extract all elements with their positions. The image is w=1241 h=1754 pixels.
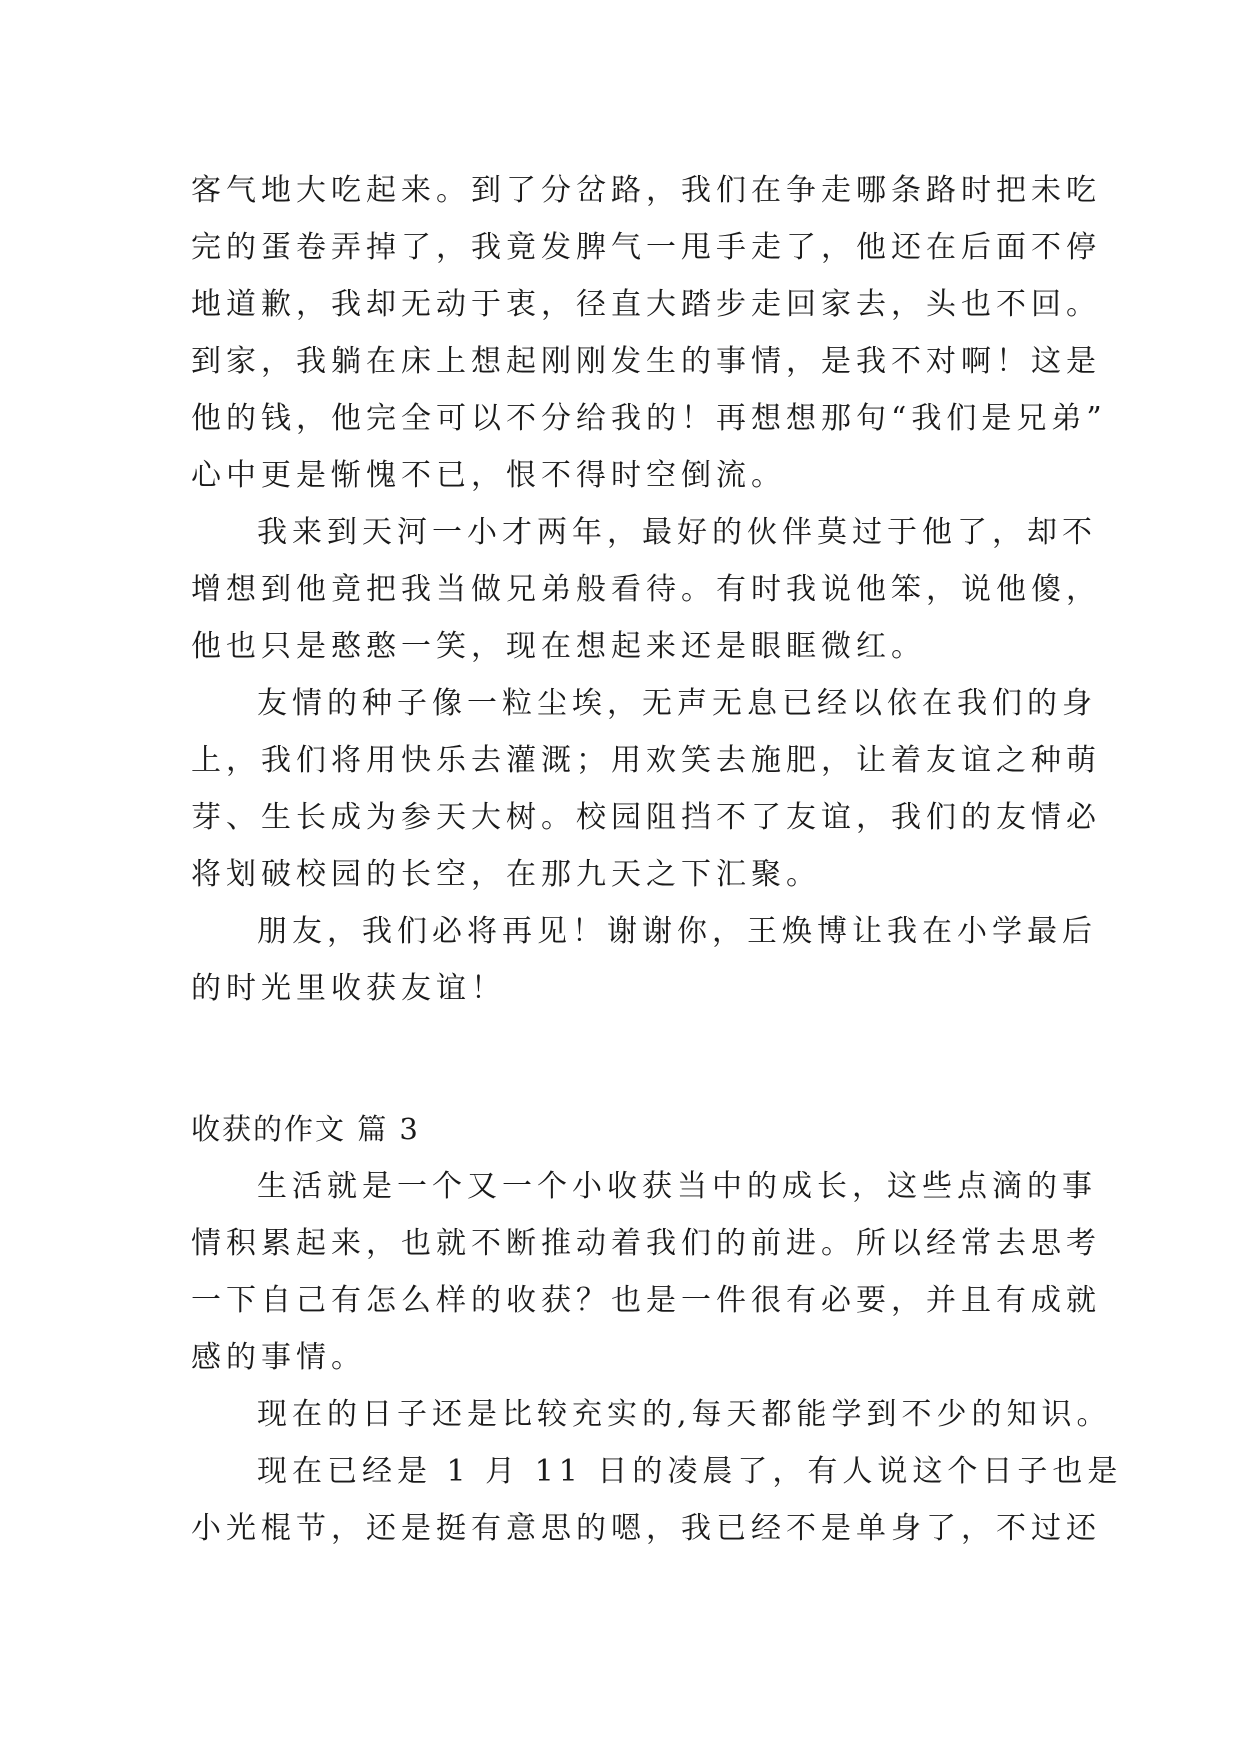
text-line: 完的蛋卷弄掉了，我竟发脾气一甩手走了，他还在后面不停 xyxy=(191,230,1101,265)
text-line: 心中更是惭愧不已，恨不得时空倒流。 xyxy=(191,458,786,493)
text-line: 一下自己有怎么样的收获？也是一件很有必要，并且有成就 xyxy=(191,1283,1101,1318)
paragraph-start-line: 朋友，我们必将再见！谢谢你，王焕博让我在小学最后 xyxy=(257,914,1097,949)
text-line: 感的事情。 xyxy=(191,1340,366,1375)
text-line: 的时光里收获友谊！ xyxy=(191,971,506,1006)
text-line: 客气地大吃起来。到了分岔路，我们在争走哪条路时把未吃 xyxy=(191,173,1101,208)
essay-section-2 xyxy=(191,1158,1123,1557)
text-line: 将划破校园的长空，在那九天之下汇聚。 xyxy=(191,857,821,892)
paragraph-start-line: 我来到天河一小才两年，最好的伙伴莫过于他了，却不 xyxy=(257,515,1097,550)
paragraph-start-line: 现在的日子还是比较充实的,每天都能学到不少的知识。 xyxy=(257,1397,1112,1432)
text-line: 上，我们将用快乐去灌溉；用欢笑去施肥，让着友谊之种萌 xyxy=(191,743,1101,778)
text-line: 他的钱，他完全可以不分给我的！再想想那句“我们是兄弟” xyxy=(191,401,1107,436)
text-line: 小光棍节，还是挺有意思的嗯，我已经不是单身了，不过还 xyxy=(191,1511,1101,1546)
text-line: 增想到他竟把我当做兄弟般看待。有时我说他笨，说他傻， xyxy=(191,572,1101,607)
essay-heading: 收获的作文 篇 3 xyxy=(191,1112,420,1146)
paragraph-start-line: 现在已经是 1 月 11 日的凌晨了，有人说这个日子也是 xyxy=(257,1454,1123,1489)
paragraph-start-line: 生活就是一个又一个小收获当中的成长，这些点滴的事 xyxy=(257,1169,1097,1204)
text-line: 到家，我躺在床上想起刚刚发生的事情，是我不对啊！这是 xyxy=(191,344,1101,379)
text-line: 情积累起来，也就不断推动着我们的前进。所以经常去思考 xyxy=(191,1226,1101,1261)
essay-section-1 xyxy=(191,162,1107,1017)
text-line: 他也只是憨憨一笑，现在想起来还是眼眶微红。 xyxy=(191,629,926,664)
text-line: 地道歉，我却无动于衷，径直大踏步走回家去，头也不回。 xyxy=(191,287,1101,322)
paragraph-start-line: 友情的种子像一粒尘埃，无声无息已经以依在我们的身 xyxy=(257,686,1097,721)
text-line: 芽、生长成为参天大树。校园阻挡不了友谊，我们的友情必 xyxy=(191,800,1101,835)
